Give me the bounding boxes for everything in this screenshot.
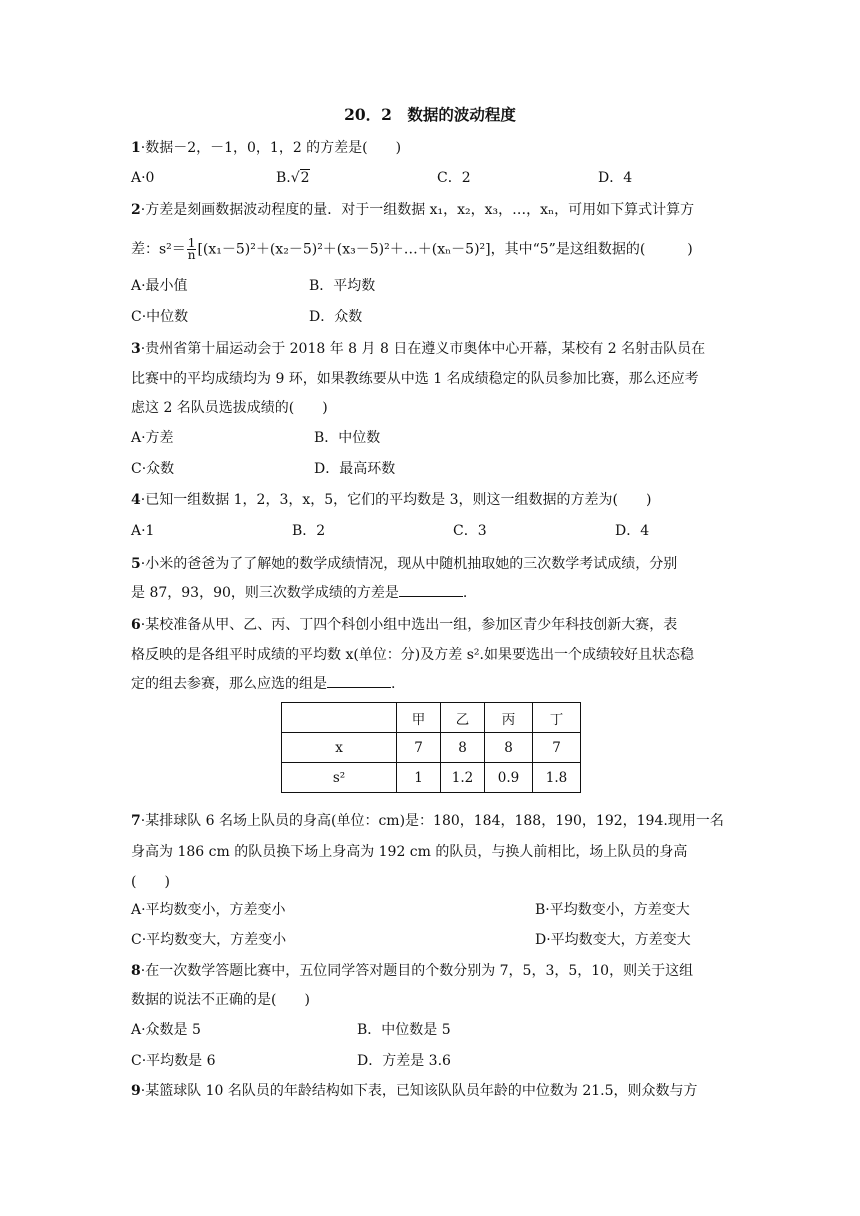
question-text: ·小米的爸爸为了了解她的数学成绩情况，现从中随机抽取她的三次数学考试成绩，分别 — [140, 556, 678, 572]
table-row — [282, 763, 581, 793]
question-8-line2: 数据的说法不正确的是( ) — [131, 992, 310, 1008]
question-number: 6 — [131, 617, 141, 633]
question-7-line2: 身高为 186 cm 的队员换下场上身高为 192 cm 的队员，与换人前相比，场上队员的身高 — [131, 844, 688, 860]
question-4 — [131, 489, 651, 511]
question-text: ·某篮球队 10 名队员的年龄结构如下表，已知该队队员年龄的中位数为 21.5，则众数与方 — [140, 1083, 698, 1099]
question-2 — [131, 199, 694, 221]
option-b: B．中位数 — [314, 430, 381, 446]
question-number: 8 — [131, 963, 141, 979]
option-a: A·众数是 5 — [131, 1022, 201, 1038]
table-cell: 0.9 — [485, 763, 533, 793]
question-3-line3: 虑这 2 名队员选拔成绩的( ) — [131, 400, 328, 416]
question-number: 7 — [131, 813, 141, 829]
question-6-line3: 定的组去参赛，那么应选的组是 . — [131, 673, 395, 695]
table-cell: x — [282, 733, 397, 763]
question-text: ·某校准备从甲、乙、丙、丁四个科创小组中选出一组，参加区青少年科技创新大赛，表 — [140, 617, 678, 633]
table-cell: 8 — [441, 733, 485, 763]
option-b: B．中位数是 5 — [357, 1022, 451, 1038]
question-5 — [131, 553, 677, 575]
option-d: D．众数 — [309, 309, 363, 325]
option-c: C·平均数变大，方差变小 — [131, 932, 287, 948]
table-cell: 1.2 — [441, 763, 485, 793]
table-header-row — [282, 703, 581, 733]
question-2-formula: 差：s²＝ $\frac{1}{n}$ [(x₁－5)²＋(x₂－5)²＋(x₃－5)²＋…＋(xₙ－5)²]，其中“5”是这组数据的( ) — [131, 236, 693, 262]
option-d: D．方差是 3.6 — [357, 1053, 451, 1069]
fraction: $\frac{1}{n}$ — [187, 236, 196, 262]
table-header: 丙 — [485, 703, 533, 733]
question-6-line2: 格反映的是各组平时成绩的平均数 x(单位：分)及方差 s².如果要选出一个成绩较好且状态稳 — [131, 647, 694, 663]
question-9 — [131, 1080, 698, 1102]
score-table — [281, 702, 581, 793]
option-c: C·中位数 — [131, 309, 189, 325]
table-row — [282, 733, 581, 763]
answer-blank[interactable] — [399, 582, 463, 597]
table-header: 甲 — [397, 703, 441, 733]
option-a: A·1 — [131, 523, 155, 539]
question-text: ·在一次数学答题比赛中，五位同学答对题目的个数分别为 7，5，3，5，10，则关于这组 — [140, 963, 694, 979]
option-a: A·0 — [131, 170, 155, 186]
question-6 — [131, 614, 677, 636]
question-number: 3 — [131, 341, 141, 357]
question-number: 9 — [131, 1083, 141, 1099]
question-7-line3: ( ) — [131, 874, 170, 890]
table-header: 乙 — [441, 703, 485, 733]
question-number: 5 — [131, 556, 141, 572]
option-d: D．4 — [598, 170, 633, 186]
question-number: 2 — [131, 202, 141, 218]
question-number: 1 — [131, 140, 141, 156]
option-a: A·方差 — [131, 430, 174, 446]
question-3 — [131, 338, 705, 360]
option-d: D．最高环数 — [314, 461, 396, 477]
answer-blank[interactable] — [327, 673, 391, 688]
table-cell: 1 — [397, 763, 441, 793]
question-7 — [131, 810, 724, 832]
sqrt-value: 2 — [300, 170, 310, 186]
page-title: 20．2 数据的波动程度 — [344, 105, 516, 124]
table-cell: s² — [282, 763, 397, 793]
question-5-line2: 是 87，93，90，则三次数学成绩的方差是 . — [131, 582, 467, 604]
question-1 — [131, 137, 401, 159]
option-b: B．平均数 — [309, 278, 376, 294]
question-text: ·方差是刻画数据波动程度的量．对于一组数据 x₁，x₂，x₃，…，xₙ，可用如下算式计算方 — [140, 202, 695, 218]
option-b: B.√2 — [276, 170, 310, 186]
table-cell: 7 — [397, 733, 441, 763]
option-c: C·平均数是 6 — [131, 1053, 216, 1069]
table-cell: 1.8 — [533, 763, 581, 793]
option-c: C．3 — [453, 523, 487, 539]
option-b: B·平均数变小，方差变大 — [535, 902, 690, 918]
question-text: ·数据－2，－1，0，1，2 的方差是( ) — [140, 140, 402, 156]
table-cell: 7 — [533, 733, 581, 763]
question-3-line2: 比赛中的平均成绩均为 9 环，如果教练要从中选 1 名成绩稳定的队员参加比赛，那么还应考 — [131, 371, 699, 387]
option-c: C．2 — [437, 170, 471, 186]
table-cell — [282, 703, 397, 733]
option-d: D．4 — [615, 523, 650, 539]
question-text: ·某排球队 6 名场上队员的身高(单位：cm)是：180，184，188，190，192，194.现用一名 — [140, 813, 724, 829]
option-b: B．2 — [292, 523, 326, 539]
question-number: 4 — [131, 492, 141, 508]
question-text: ·贵州省第十届运动会于 2018 年 8 月 8 日在遵义市奥体中心开幕，某校有 2 名射击队员在 — [140, 341, 706, 357]
option-a: A·平均数变小，方差变小 — [131, 902, 286, 918]
table-cell: 8 — [485, 733, 533, 763]
table-header: 丁 — [533, 703, 581, 733]
option-d: D·平均数变大，方差变大 — [535, 932, 691, 948]
question-8 — [131, 960, 693, 982]
option-c: C·众数 — [131, 461, 175, 477]
question-text: ·已知一组数据 1，2，3，x，5，它们的平均数是 3，则这一组数据的方差为( ) — [140, 492, 652, 508]
option-a: A·最小值 — [131, 278, 188, 294]
